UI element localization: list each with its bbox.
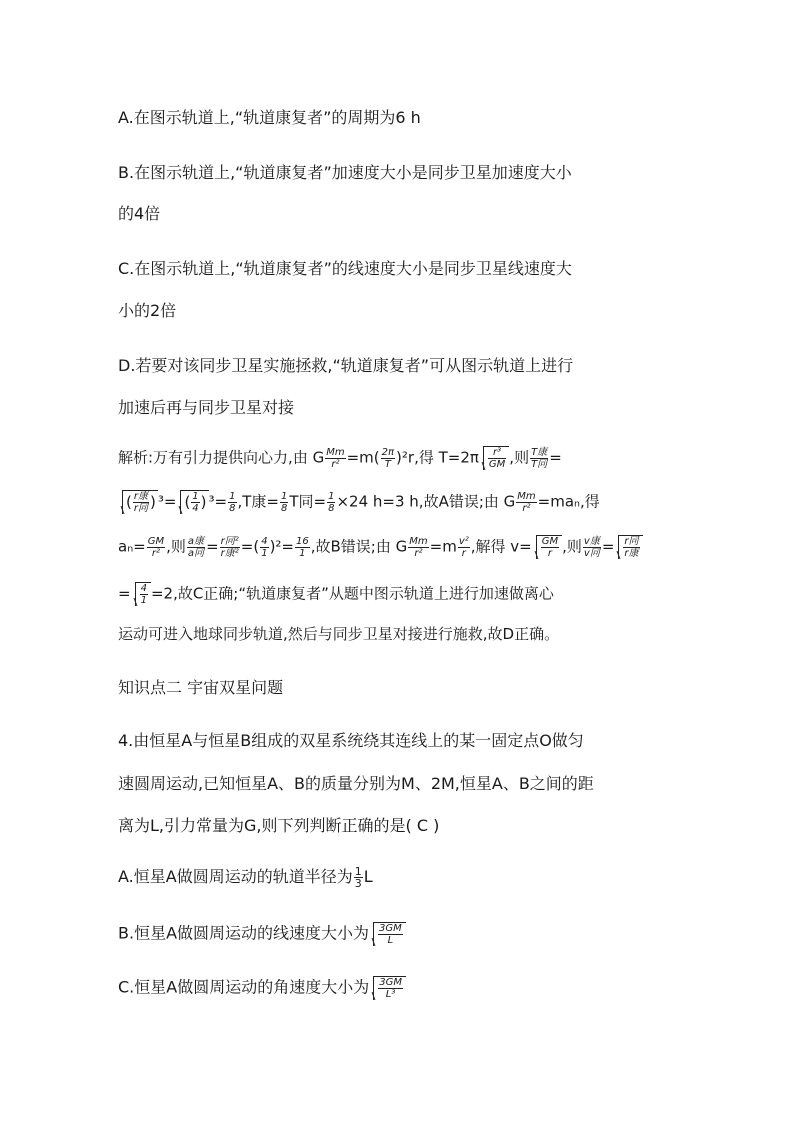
sqrt [373,976,406,1000]
sqrt [536,535,562,559]
numerator: T康 [531,446,548,458]
option-text: C.恒星A做圆周运动的角速度大小为 [118,977,370,997]
fraction [354,866,363,889]
fraction [220,536,240,559]
analysis-line-3 [118,535,643,559]
fraction [381,447,395,470]
numerator: 1 [328,490,335,502]
analysis-text: )²= [269,537,294,556]
analysis-text: ³= [208,492,228,511]
option-a-prev: A.在图示轨道上,“轨道康复者”的周期为6 h [118,108,421,127]
fraction [260,536,268,559]
analysis-text: ³= [157,492,177,511]
numerator: 1 [192,491,199,502]
denominator: r康² [220,547,239,559]
numerator: 3GM [379,923,402,934]
fraction [530,447,548,470]
denominator: 1 [140,595,147,606]
option-text: B.恒星A做圆周运动的线速度大小为 [118,923,370,943]
fraction [516,491,536,514]
denominator: L³ [385,989,396,1000]
denominator: r² [522,502,531,514]
analysis-text: ,故B错误;由 G [310,537,408,556]
section-title: 知识点二 宇宙双星问题 [118,678,284,697]
numerator: a康 [187,535,205,547]
analysis-line-4 [118,582,554,606]
sqrt [618,535,642,559]
numerator: v² [458,535,469,547]
option-d-prev-line1: D.若要对该同步卫星实施拯救,“轨道康复者”可从图示轨道上进行 [118,356,574,375]
analysis-text: ,则 [509,448,530,467]
denominator: r² [331,458,340,470]
denominator: T同 [531,458,548,470]
fraction [280,491,288,514]
fraction [325,447,345,470]
analysis-text: ,T康= [237,492,279,511]
option-a [118,866,373,889]
numerator: 4 [140,583,147,594]
numerator: r同² [220,535,239,547]
analysis-text: 解析:万有引力提供向心力,由 G [118,448,325,467]
analysis-text: =m [429,537,457,556]
numerator: 1 [229,490,236,502]
denominator: a同 [187,547,205,559]
denominator: 1 [299,547,306,559]
option-d-prev-line2: 加速后再与同步卫星对接 [118,398,295,417]
denominator: 1 [261,547,268,559]
fraction [228,491,236,514]
denominator: v同 [583,547,600,559]
fraction [458,536,470,559]
fraction [583,536,601,559]
numerator: 1 [354,865,362,878]
denominator: 4 [192,503,199,514]
option-c-prev-line2: 小的2倍 [118,301,177,320]
denominator: r康 [624,548,639,559]
numerator: 1 [281,490,288,502]
denominator: r² [151,547,160,559]
analysis-line-5: 运动可进入地球同步轨道,然后与同步卫星对接进行施救,故D正确。 [118,625,560,643]
fraction [408,536,428,559]
numerator: Mm [326,446,345,458]
denominator: 3 [354,877,362,890]
numerator: 4 [261,535,268,547]
denominator: r同 [133,503,148,514]
numerator: Mm [517,490,536,502]
analysis-text: = [601,537,615,556]
analysis-text: )²r,得 T=2π [396,448,479,467]
analysis-text: T同= [289,492,327,511]
analysis-text: ×24 h=3 h,故A错误;由 G [336,492,516,511]
analysis-text: ,则 [166,537,186,556]
option-text: A.恒星A做圆周运动的轨道半径为 [118,867,353,886]
analysis-text: aₙ= [118,537,146,556]
denominator: 8 [328,502,335,514]
analysis-text: =maₙ,得 [537,492,600,511]
numerator: GM [147,535,165,547]
option-c-prev-line1: C.在图示轨道上,“轨道康复者”的线速度大小是同步卫星线速度大 [118,259,572,278]
question-4-line1: 4.由恒星A与恒星B组成的双星系统绕其连线上的某一固定点O做匀 [118,731,584,750]
sqrt: ( $\frac{1}{4}$ ) [180,490,208,514]
numerator: Mm [409,535,428,547]
numerator: GM [541,536,559,547]
fraction [327,491,335,514]
denominator: GM [488,459,506,470]
denominator: T [384,458,391,470]
denominator: 8 [281,502,288,514]
numerator: v康 [583,535,600,547]
denominator: r [461,547,466,559]
numerator: r³ [488,447,506,459]
numerator: r康 [133,491,148,502]
sqrt [135,582,151,606]
option-b-prev-line1: B.在图示轨道上,“轨道康复者”加速度大小是同步卫星加速度大小 [118,163,572,182]
sqrt [373,922,406,946]
option-b-prev-line2: 的4倍 [118,204,161,223]
fraction [147,536,165,559]
analysis-text: ,解得 v= [470,537,532,556]
option-text: L [363,867,373,886]
option-b [118,922,406,946]
analysis-line-1 [118,446,562,470]
analysis-text: ,则 [562,537,582,556]
question-4-line3: 离为L,引力常量为G,则下列判断正确的是( C ) [118,816,440,835]
numerator: 2π [381,446,395,458]
sqrt [483,446,509,470]
denominator: 8 [229,502,236,514]
analysis-text: = [206,537,219,556]
denominator: r² [414,547,423,559]
analysis-line-2 [118,490,600,514]
numerator: 3GM [379,977,402,988]
analysis-text: = [549,448,562,467]
fraction [187,536,205,559]
analysis-text: =( [240,537,260,556]
denominator: L [387,935,394,946]
analysis-text: =m( [346,448,380,467]
question-4-line2: 速圆周运动,已知恒星A、B的质量分别为M、2M,恒星A、B之间的距 [118,774,594,793]
fraction [295,536,310,559]
denominator: r [547,548,552,559]
numerator: r同 [624,536,639,547]
sqrt: ( r康 r同 ) [122,490,158,514]
option-c [118,976,406,1000]
numerator: 16 [296,535,309,547]
analysis-text: =2,故C正确;“轨道康复者”从题中图示轨道上进行加速做离心 [150,584,554,603]
analysis-text: = [118,584,131,603]
